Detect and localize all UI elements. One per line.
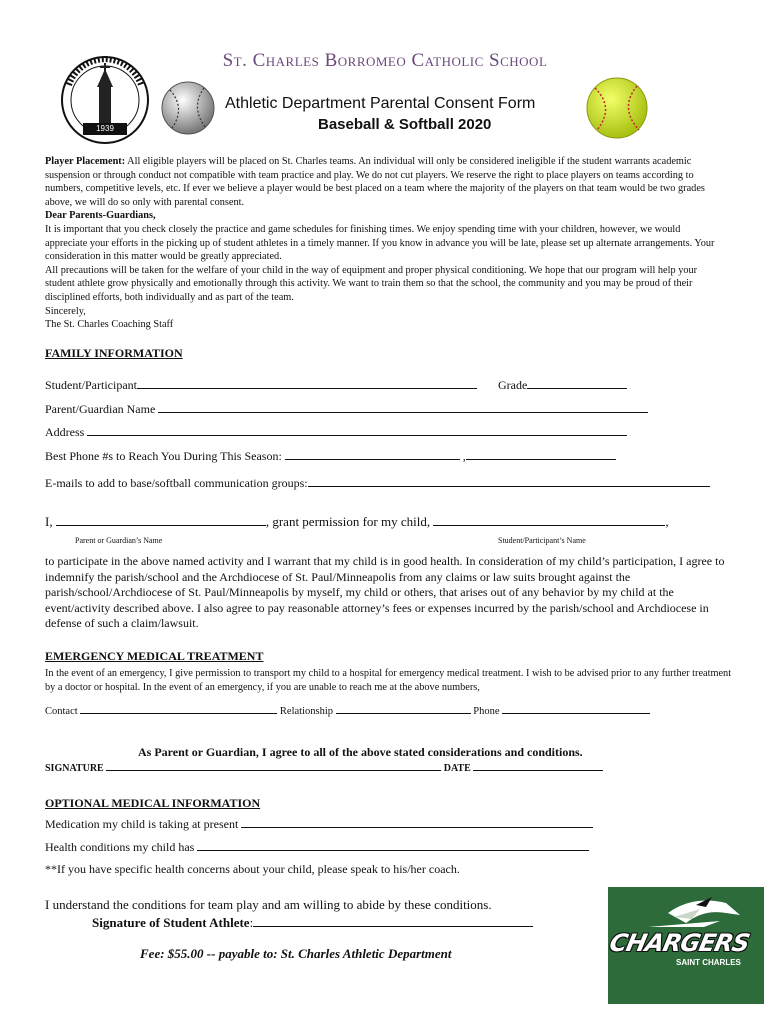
parent-caption: Parent or Guardian’s Name [75,536,163,545]
intro-paragraph-1: It is important that you check closely the practice and game schedules for finishing times. We enjoy spending time with your children, however, we would appreciate your efforts in the picking up of student athletes in a timely manner. If you know in advance you will be late, please set up alternate arrangements. Your consideration in this matter would be greatly appreciated. [45,223,715,263]
placement-text: All eligible players will be placed on St. Charles teams. An individual will only be considered ineligible if the student warrants academic suspension or through conduct not compatible with team practice and play. We do not cut players. We reserve the right to place players on teams according to numbers, competitive levels, etc. If ever we believe a player would be best placed on a team where the majority of the players on that team would be two grades above, we will do so only with parental consent. [45,156,705,208]
phone-label: Best Phone #s to Reach You During This Season: [45,449,282,463]
agreement-statement: As Parent or Guardian, I agree to all of the above stated considerations and conditions. [138,745,583,759]
coaching-staff: The St. Charles Coaching Staff [45,319,174,331]
health-note: **If you have specific health concerns about your child, please speak to his/her coach. [45,862,460,876]
parent-label: Parent/Guardian Name [45,402,156,416]
conditions-field[interactable] [197,839,589,851]
conditions-row [45,839,589,855]
parent-name-field[interactable] [56,513,266,526]
parent-field[interactable] [158,401,648,413]
address-field[interactable] [87,424,627,436]
phone-field-2[interactable] [466,448,616,460]
student-row [45,377,477,393]
contact-label: Contact [45,706,78,717]
intro-letter [45,155,725,332]
understand-statement: I understand the conditions for team play and am willing to abide by these conditions. [45,897,492,912]
signature-row [45,761,603,774]
grade-field[interactable] [527,377,627,389]
consent-row [45,513,669,530]
consent-body: to participate in the above named activity and I warrant that my child is in good health. In consideration of my child’s participation, I agree to indemnify the parish/school and the Archdiocese of St. Paul/Minneapolis from any claims or law suits brought against the parish/school/Archdiocese of St. Paul/Minneapolis by myself, my child or others, that arises out of any behavior by my child at the event/activity described above. I also agree to pay reasonable attorney’s fees or expenses incurred by the parish/school and Archdiocese in defense of such a claim/lawsuit. [45,554,725,630]
medication-row [45,816,593,832]
athlete-signature-colon: : [249,915,254,930]
emails-field[interactable] [308,475,710,487]
athlete-signature-row [92,914,533,931]
optional-heading: OPTIONAL MEDICAL INFORMATION [45,796,261,810]
fee-line: Fee: $55.00 -- payable to: St. Charles Athletic Department [140,946,452,961]
grade-row [498,377,627,393]
seal-year: 1939 [96,124,114,133]
family-heading: FAMILY INFORMATION [45,346,183,360]
chargers-logo [608,887,764,1004]
logo-team-text: CHARGERS [607,929,752,957]
emergency-heading: EMERGENCY MEDICAL TREATMENT [45,649,264,663]
emergency-phone-label: Phone [473,706,500,717]
relationship-label: Relationship [279,706,334,717]
address-row [45,424,627,440]
intro-paragraph-2: All precautions will be taken for the welfare of your child in the way of equipment and proper physical conditioning. We hope that our program will help your student athlete grow physically and emotionally through this activity. We want to train them so that the school, the community and you may be proud of their disciplined efforts, both individually and as part of the team. [45,264,698,303]
student-caption: Student/Participant’s Name [498,536,586,545]
phone-field-1[interactable] [285,448,460,460]
dear-line: Dear Parents-Guardians, [45,210,156,222]
signature-field[interactable] [106,761,441,771]
logo-school-text: SAINT CHARLES [676,958,741,967]
emergency-body: In the event of an emergency, I give permission to transport my child to a hospital for emergency medical treatment. I wish to be advised prior to any further treatment by a doctor or hospital. In the event of an emergency, if you are unable to reach me at the above numbers, [45,668,732,693]
phone-separator: , [462,449,466,463]
emergency-phone-field[interactable] [502,703,650,714]
child-name-field[interactable] [433,513,665,526]
consent-i: I, [45,514,53,529]
medication-label: Medication my child is taking at present [45,817,239,831]
emails-row [45,475,710,491]
athlete-signature-label: Signature of Student Athlete [92,915,250,930]
contact-field[interactable] [80,703,277,714]
signature-label: SIGNATURE [45,763,104,774]
grade-label: Grade [498,378,528,392]
sincerely: Sincerely, [45,305,86,317]
parent-row [45,401,648,417]
athlete-signature-field[interactable] [253,914,533,927]
consent-grant: , grant permission for my child, [265,514,431,529]
address-label: Address [45,425,85,439]
sport-title: Baseball & Softball 2020 [318,116,492,133]
date-field[interactable] [473,761,603,771]
medication-field[interactable] [241,816,593,828]
relationship-field[interactable] [336,703,471,714]
form-title: Athletic Department Parental Consent Form [225,95,536,112]
conditions-label: Health conditions my child has [45,840,195,854]
phone-row [45,448,616,464]
placement-label: Player Placement: [45,156,126,167]
emails-label: E-mails to add to base/softball communication groups: [45,476,308,490]
student-label: Student/Participant [45,378,137,392]
date-label: DATE [443,763,471,774]
student-field[interactable] [137,377,477,389]
softball-icon [585,76,649,140]
consent-end-comma: , [665,514,669,529]
school-name: St. Charles Borromeo Catholic School [222,50,548,71]
contact-row [45,703,650,717]
baseball-icon [160,80,216,136]
